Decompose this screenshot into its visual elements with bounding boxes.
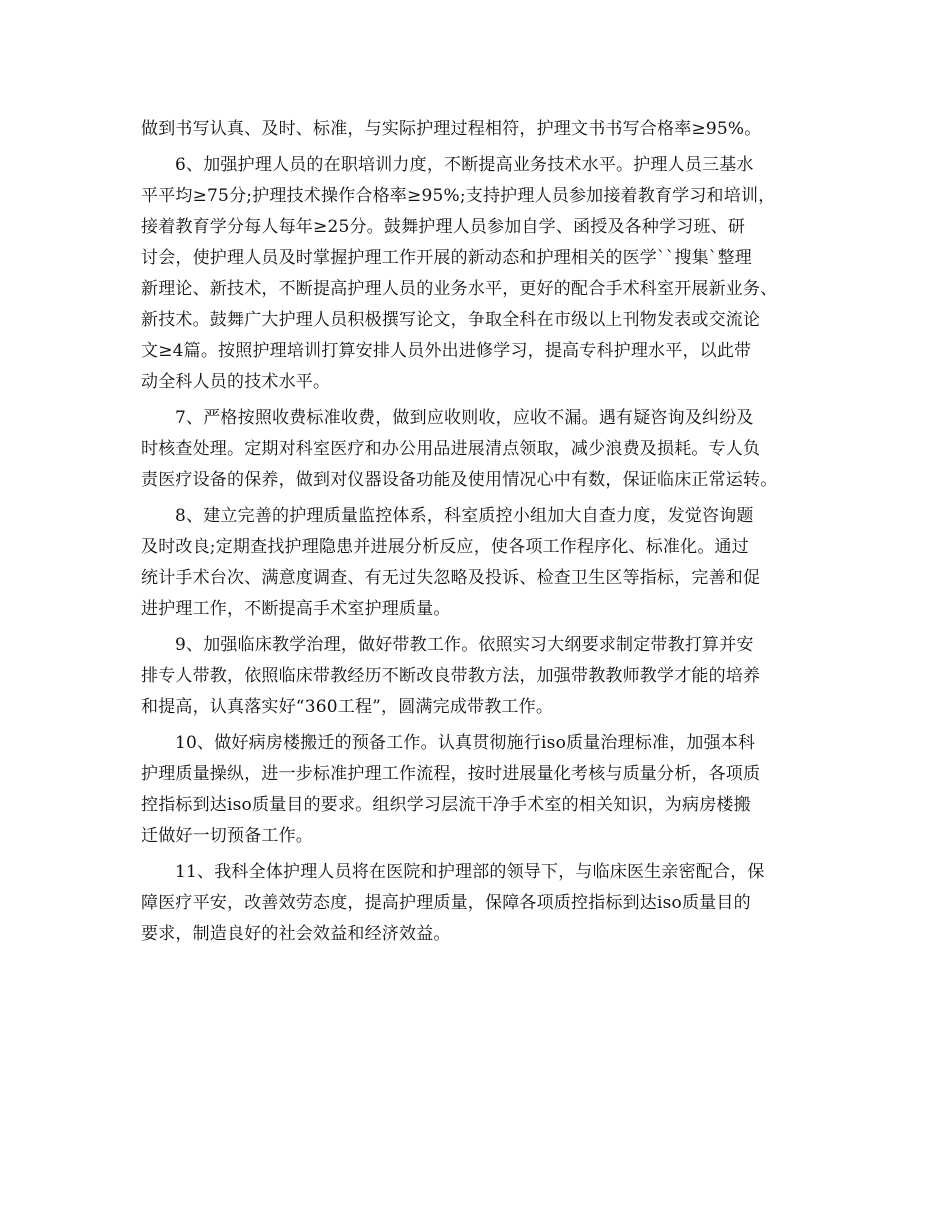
paragraph-item-10: 10、做好病房楼搬迁的预备工作。认真贯彻施行iso质量治理标准，加强本科 护理质量操纵，进一步标准护理工作流程，按时进展量化考核与质量分析，各项质 控指标到达iso质量目的要求。组织学习层流干净手术室的相关知识，为病房楼搬 迁做好一切预备工作。 — [141, 733, 761, 846]
paragraph-continued: 做到书写认真、及时、标准，与实际护理过程相符，护理文书书写合格率≥95%。 — [141, 119, 762, 139]
paragraph-item-9: 9、加强临床教学治理，做好带教工作。依照实习大纲要求制定带教打算并安 排专人带教，依照临床带教经历不断改良带教方法，加强带教教师教学才能的培养 和提高，认真落实好“360工程”，圆满完成带教工作。 — [141, 635, 761, 717]
paragraph-item-8: 8、建立完善的护理质量监控体系，科室质控小组加大自查力度，发觉咨询题 及时改良;定期查找护理隐患并进展分析反应，使各项工作程序化、标准化。通过 统计手术台次、满意度调查、有无过失忽略及投诉、检查卫生区等指标，完善和促 进护理工作，不断提高手术室护理质量。 — [141, 506, 761, 619]
document-body — [141, 114, 817, 955]
paragraph-item-11: 11、我科全体护理人员将在医院和护理部的领导下，与临床医生亲密配合，保 障医疗平安，改善效劳态度，提高护理质量，保障各项质控指标到达iso质量目的 要求，制造良好的社会效益和经济效益。 — [141, 862, 765, 944]
paragraph-item-6: 6、加强护理人员的在职培训力度，不断提高业务技术水平。护理人员三基水 平平均≥75分;护理技术操作合格率≥95%;支持护理人员参加接着教育学习和培训， 接着教育学分每人每年≥25分。鼓舞护理人员参加自学、函授及各种学习班、研 讨会，使护理人员及时掌握护理工作开展的新动态和护理相关的医学``搜集`整理 新理论、新技术，不断提高护理人员的业务水平，更好的配合手术科室开展新业务、 新技术。鼓舞广大护理人员积极撰写论文，争取全科在市级以上刊物发表或交流论 文≥4篇。按照护理培训打算安排人员外出进修学习，提高专科护理水平，以此带 动全科人员的技术水平。 — [141, 155, 778, 392]
paragraph-item-7: 7、严格按照收费标准收费，做到应收则收，应收不漏。遇有疑咨询及纠纷及 时核查处理。定期对科室医疗和办公用品进展清点领取，减少浪费及损耗。专人负 责医疗设备的保养，做到对仪器设备功能及使用情况心中有数，保证临床正常运转。 — [141, 408, 778, 490]
